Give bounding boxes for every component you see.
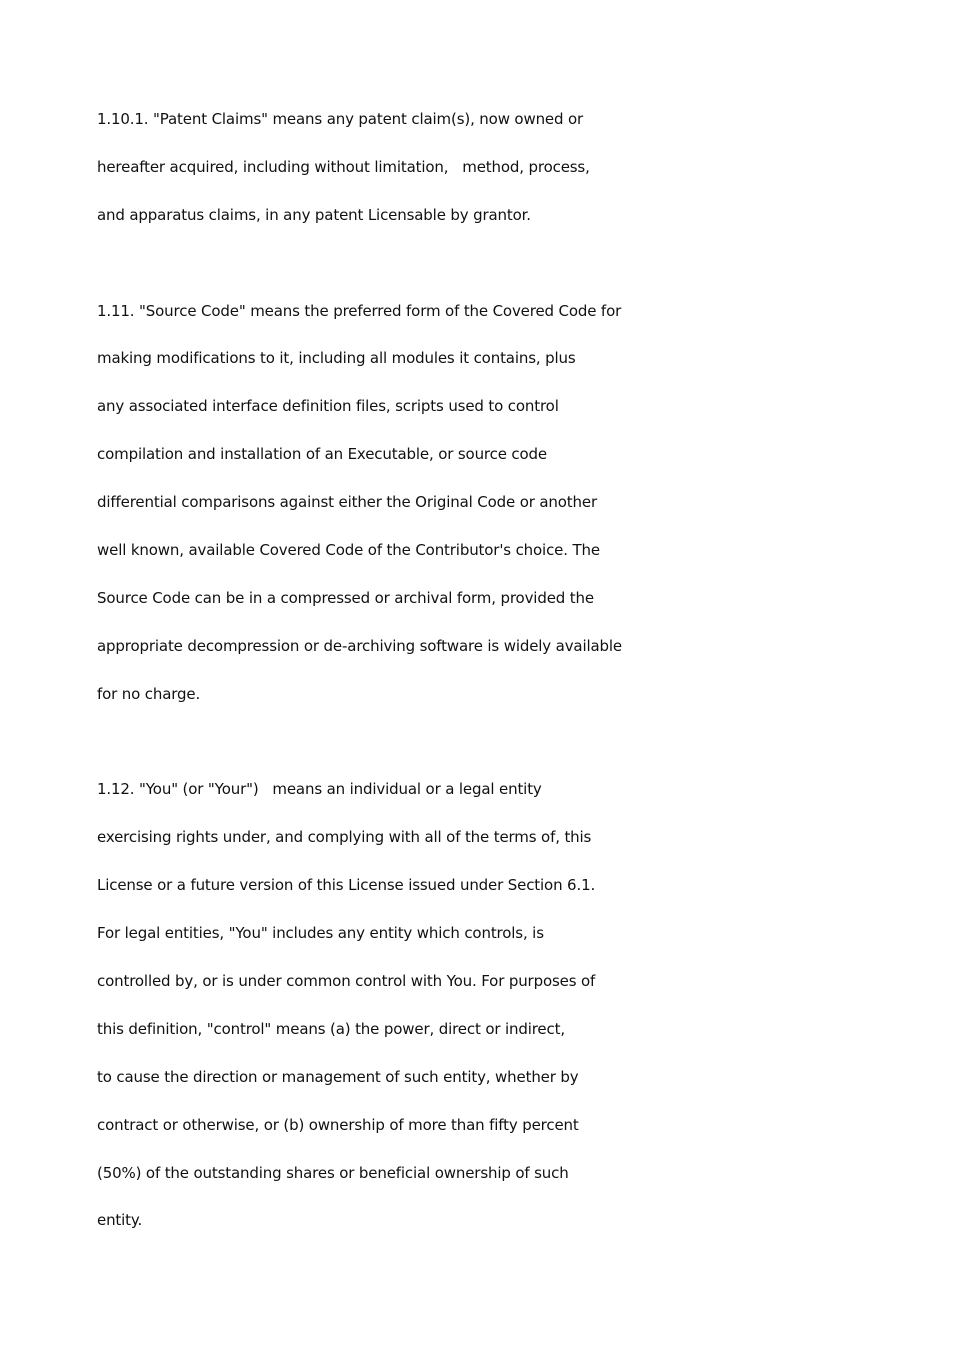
text-line: 1.11. "Source Code" means the preferred form of the Covered Code for (97, 301, 622, 320)
text-line: and apparatus claims, in any patent Licensable by grantor. (97, 205, 531, 224)
paragraph-spacer (97, 728, 897, 776)
text-line: controlled by, or is under common control with You. For purposes of (97, 972, 596, 991)
text-line: this definition, "control" means (a) the power, direct or indirect, (97, 1019, 565, 1038)
text-line: differential comparisons against either the Original Code or another (97, 493, 597, 512)
text-line: making modifications to it, including all modules it contains, plus (97, 349, 576, 368)
text-line: For legal entities, "You" includes any entity which controls, is (97, 924, 544, 943)
text-line: for no charge. (97, 684, 201, 703)
paragraph-section-1-10-1 (97, 105, 897, 249)
text-line: appropriate decompression or de-archiving software is widely available (97, 636, 623, 655)
text-line: exercising rights under, and complying with all of the terms of, this (97, 828, 592, 847)
paragraph-section-1-11 (97, 297, 897, 728)
text-line: hereafter acquired, including without limitation, method, process, (97, 157, 590, 176)
text-line: License or a future version of this License issued under Section 6.1. (97, 876, 596, 895)
text-line: (50%) of the outstanding shares or beneficial ownership of such (97, 1163, 569, 1182)
paragraph-spacer (97, 249, 897, 297)
paragraph-section-1-12 (97, 775, 897, 1254)
text-line: 1.12. "You" (or "Your") means an individual or a legal entity (97, 780, 542, 799)
text-line: compilation and installation of an Executable, or source code (97, 445, 547, 464)
text-line: Source Code can be in a compressed or archival form, provided the (97, 588, 594, 607)
document-body (97, 105, 897, 1254)
text-line: any associated interface definition files, scripts used to control (97, 397, 559, 416)
text-line: well known, available Covered Code of the Contributor's choice. The (97, 541, 600, 560)
text-line: to cause the direction or management of such entity, whether by (97, 1067, 579, 1086)
text-line: contract or otherwise, or (b) ownership of more than fifty percent (97, 1115, 579, 1134)
text-line: entity. (97, 1211, 143, 1230)
text-line: 1.10.1. "Patent Claims" means any patent claim(s), now owned or (97, 110, 584, 128)
